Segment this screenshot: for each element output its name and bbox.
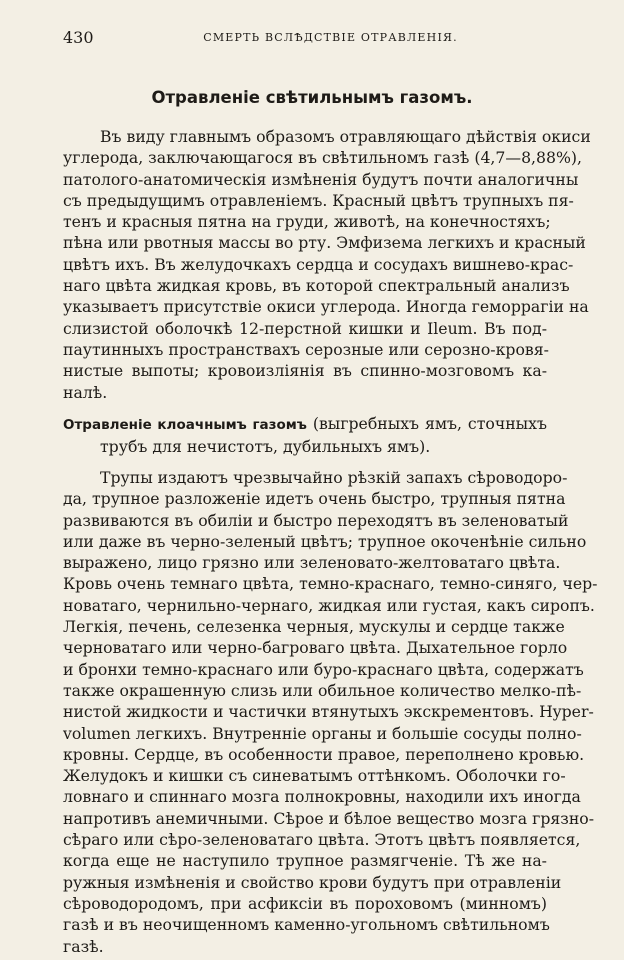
text-line: съ предыдущимъ отравленіемъ. Красный цвѣтъ трупныхъ пя-: [63, 190, 574, 210]
text-line: сѣроводородомъ, при асфиксіи въ пороховомъ (минномъ): [63, 893, 547, 913]
text-line: также окрашенную слизь или обильное количество мелко-пѣ-: [63, 680, 582, 700]
text-line: черноватаго или черно-багроваго цвѣта. Дыхательное горло: [63, 638, 568, 658]
text-line: когда еще не наступило трупное размягченіе. Тѣ же на-: [63, 851, 547, 871]
text-line: Легкія, печень, селезенка черныя, мускулы и сердце также: [63, 617, 565, 637]
text-line: сѣраго или сѣро-зеленоватаго цвѣта. Этотъ цвѣтъ появляется,: [63, 830, 581, 850]
text-line: газѣ.: [63, 936, 104, 956]
text-line: напротивъ анемичными. Сѣрое и бѣлое вещество мозга грязно-: [63, 808, 595, 828]
text-line: да, трупное разложеніе идетъ очень быстро, трупныя пятна: [63, 489, 566, 509]
text-line: патолого-анатомическія измѣненія будутъ почти аналогичны: [63, 169, 579, 189]
text-line: пѣна или рвотныя массы во рту. Эмфизема легкихъ и красный: [63, 233, 586, 253]
running-head: СМЕРТЬ ВСЛѢДСТВІЕ ОТРАВЛЕНІЯ.: [203, 31, 458, 44]
text-line: цвѣтъ ихъ. Въ желудочкахъ сердца и сосудахъ вишнево-крас-: [63, 254, 574, 274]
text-line: газѣ и въ неочищенномъ каменно-угольномъ свѣтильномъ: [63, 915, 550, 935]
text-line: слизистой оболочкѣ 12-перстной кишки и Ileum. Въ под-: [63, 318, 547, 338]
section-title: Отравленіе свѣтильнымъ газомъ.: [151, 88, 473, 107]
text-line: Кровь очень темнаго цвѣта, темно-краснаго, темно-синяго, чер-: [63, 574, 598, 594]
text-line: ловнаго и спиннаго мозга полнокровны, находили ихъ иногда: [63, 787, 581, 807]
text-line: нистые выпоты; кровоизліянія въ спинно-мозговомъ ка-: [63, 361, 547, 381]
page-number: 430: [63, 28, 94, 47]
subsection-title: Отравленіе клоачнымъ газомъ: [63, 417, 307, 433]
text-line: volumen легкихъ. Внутренніе органы и большіе сосуды полно-: [63, 723, 582, 743]
text-line: Желудокъ и кишки съ синеватымъ оттѣнкомъ. Оболочки го-: [63, 766, 566, 786]
text-line: Трупы издаютъ чрезвычайно рѣзкій запахъ сѣроводоро-: [100, 468, 568, 487]
text-line: углерода, заключающагося въ свѣтильномъ газѣ (4,7—8,88%),: [63, 148, 583, 168]
text-line: нистой жидкости и частички втянутыхъ экскрементовъ. Hyper-: [63, 702, 594, 722]
text-line: новатаго, чернильно-чернаго, жидкая или густая, какъ сиропъ.: [63, 595, 595, 615]
page-header: [63, 28, 558, 48]
text-line: налѣ.: [63, 382, 108, 402]
paragraph-sewer-gas: [63, 467, 598, 957]
text-line: Въ виду главнымъ образомъ отравляющаго дѣйствія окиси: [100, 127, 591, 146]
text-line: ружныя измѣненія и свойство крови будутъ при отравленіи: [63, 872, 562, 892]
subsection-heading: [63, 413, 547, 458]
text-line: указываетъ присутствіе окиси углерода. Иногда геморрагіи на: [63, 297, 589, 317]
text-line: развиваются въ обиліи и быстро переходятъ въ зеленоватый: [63, 510, 569, 530]
text-line: наго цвѣта жидкая кровь, въ которой спектральный анализъ: [63, 276, 570, 296]
text-line: и бронхи темно-краснаго или буро-краснаго цвѣта, содержатъ: [63, 659, 584, 679]
subsection-title-rest: (выгребныхъ ямъ, сточныхъ: [312, 414, 547, 433]
text-line: выражено, лицо грязно или зеленовато-желтоватаго цвѣта.: [63, 553, 561, 573]
text-line: или даже въ черно-зеленый цвѣтъ; трупное окоченѣніе сильно: [63, 531, 587, 551]
text-line: кровны. Сердце, въ особенности правое, переполнено кровью.: [63, 744, 585, 764]
text-line: тенъ и красныя пятна на груди, животѣ, на конечностяхъ;: [63, 212, 551, 232]
paragraph-illuminating-gas: [63, 126, 591, 403]
text-line: паутинныхъ пространствахъ серозные или серозно-кровя-: [63, 339, 549, 359]
subsection-heading-line: [63, 413, 547, 436]
subsection-heading-line: трубъ для нечистотъ, дубильныхъ ямъ).: [100, 437, 431, 457]
